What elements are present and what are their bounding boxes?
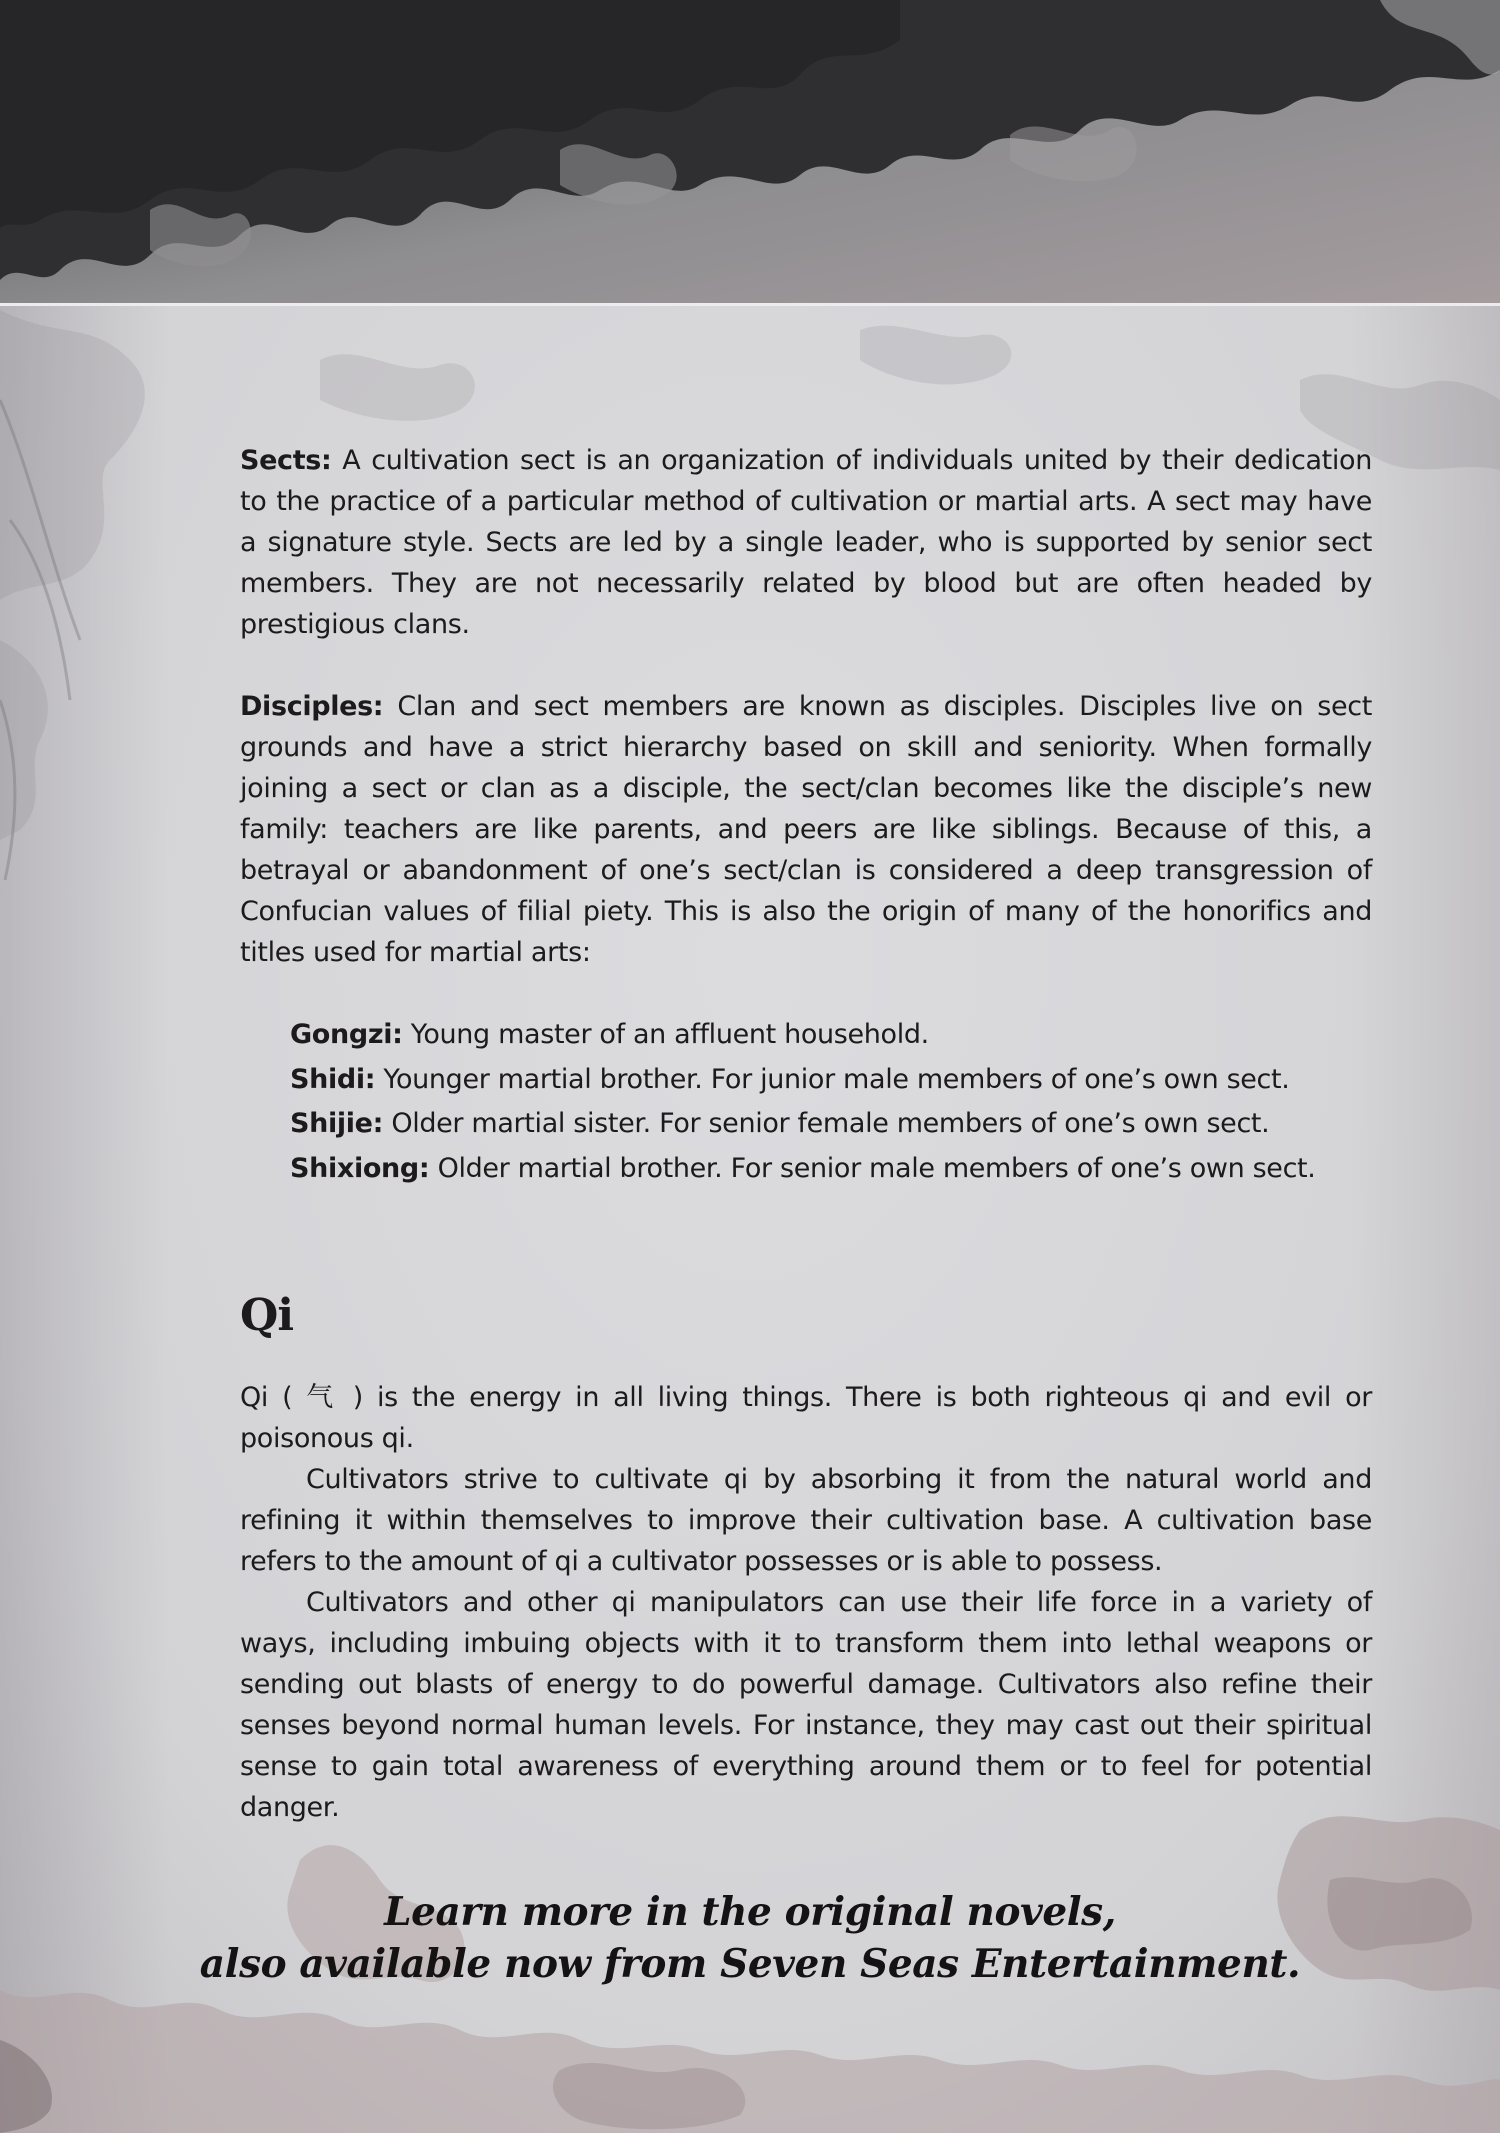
honorific-definition: Older martial sister. For senior female members of one’s own sect. [383,1108,1270,1139]
qi-paragraph: Cultivators and other qi manipulators can use their life force in a variety of ways, including imbuing objects with it to transform them into lethal weapons or sending out blasts of energy to do powerful damage. Cultivators also refine their senses beyond normal human levels. For instance, they may cast out their spiritual sense to gain total awareness of everything around them or to feel for potential danger. [240,1587,1372,1823]
honorific-definition: Young master of an affluent household. [402,1019,929,1050]
definition-sects: A cultivation sect is an organization of individuals united by their dedication to the practice of a particular method of cultivation or martial arts. A sect may have a signature style. Sects are led by a single leader, who is supported by senior sect members. They are not necessarily related by blood but are often headed by prestigious clans. [240,445,1372,640]
promo-callout [0,1886,1500,1990]
honorific-item [290,1147,1372,1192]
honorific-term: Gongzi: [290,1019,403,1050]
glossary-entry-disciples [240,686,1372,973]
honorific-term: Shidi: [290,1063,376,1095]
term-sects: Sects: [240,445,332,476]
definition-disciples: Clan and sect members are known as disciples. Disciples live on sect grounds and have a strict hierarchy based on skill and seniority. When formally joining a sect or clan as a disciple, the sect/clan becomes like the disciple’s new family: teachers are like parents, and peers are like siblings. Because of this, a betrayal or abandonment of one’s sect/clan is considered a deep transgression of Confucian values of filial piety. This is also the origin of many of the honorifics and titles used for martial arts: [240,691,1372,968]
glossary-entry-sects [240,440,1372,645]
qi-paragraph: Cultivators strive to cultivate qi by absorbing it from the natural world and refining it within themselves to improve their cultivation base. A cultivation base refers to the amount of qi a cultivator possesses or is able to possess. [240,1464,1372,1577]
honorific-term: Shijie: [290,1108,384,1139]
honorific-definition: Older martial brother. For senior male members of one’s own sect. [429,1152,1316,1184]
top-foliage-band [0,0,1500,306]
term-disciples: Disciples: [240,691,384,722]
promo-line: Learn more in the original novels, [384,1889,1116,1935]
honorific-term: Shixiong: [290,1152,430,1184]
qi-paragraph: Qi ( 气 ) is the energy in all living things. There is both righteous qi and evil or poisonous qi. [240,1382,1372,1454]
honorific-item [290,1102,1372,1147]
promo-line: also available now from Seven Seas Entertainment. [199,1941,1301,1987]
honorific-item [290,1058,1372,1103]
honorific-item [290,1013,1372,1058]
section-heading-qi: Qi [240,1290,294,1341]
glossary-content [240,440,1372,1828]
honorifics-list [290,1013,1372,1191]
honorific-definition: Younger martial brother. For junior male members of one’s own sect. [375,1063,1290,1095]
